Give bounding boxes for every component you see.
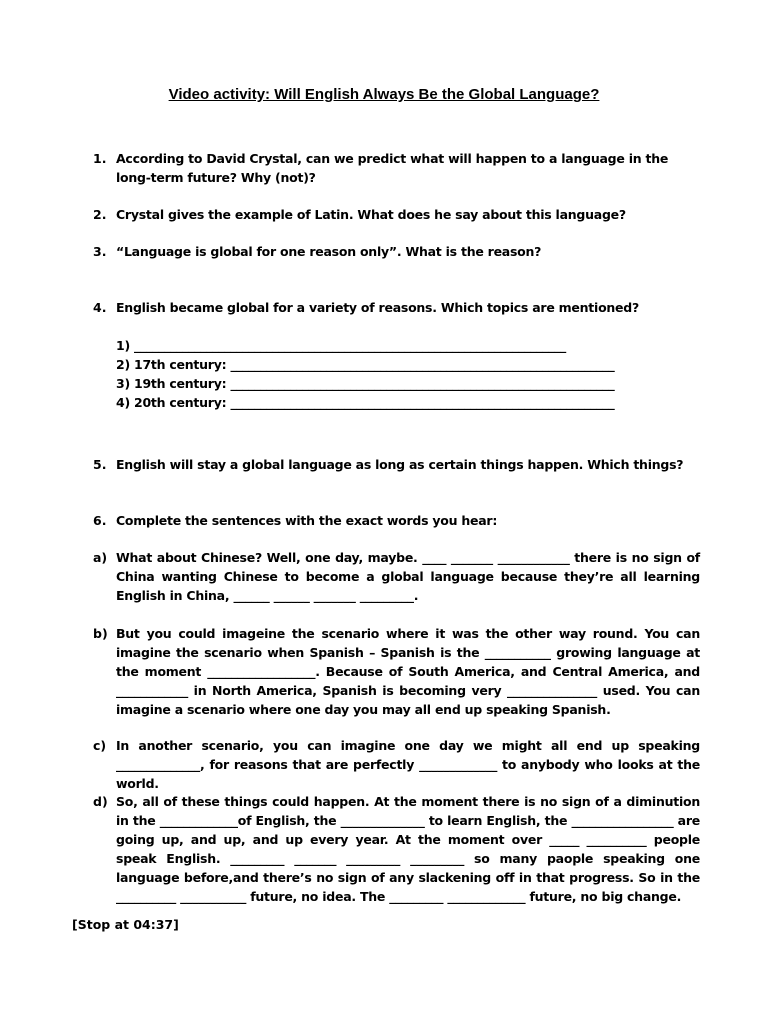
gapfill-letter: c): [93, 738, 107, 753]
stop-timestamp-note: [Stop at 04:37]: [72, 917, 179, 932]
gapfill-letter: b): [93, 626, 108, 641]
question-number: 3.: [93, 244, 107, 259]
question-number: 6.: [93, 513, 107, 528]
gapfill-d-text: So, all of these things could happen. At the moment there is no sign of a diminution in the _____________of English, the ______________ to learn English, the _________________ are going up, and up, and up every year. At the moment over _____ __________ people speak English. _________ _______ _________ _________ so many paople speaking one language before,and there’s no sign of any slackening off in that progress. So in the __________ ___________ future, no idea. The _________ _____________ future, no big change.: [116, 794, 700, 904]
gapfill-b-text: But you could imageine the scenario where it was the other way round. You can imagine the scenario when Spanish – Spanish is the ___________ growing language at the moment __________________. Because of South America, and Central America, and ____________ in North America, Spanish is becoming very _______________ used. You can imagine a scenario where one day you may all end up speaking Spanish.: [116, 626, 700, 717]
question-number: 1.: [93, 151, 107, 166]
topic-blank-1: 1) ________________________________________________________________________: [116, 338, 567, 353]
topic-blank-2: 2) 17th century: ________________________________________________________________: [116, 357, 615, 372]
question-number: 5.: [93, 457, 107, 472]
question-4-text: English became global for a variety of reasons. Which topics are mentioned?: [116, 300, 639, 315]
topic-blank-3: 3) 19th century: ________________________________________________________________: [116, 376, 615, 391]
gapfill-letter: d): [93, 794, 108, 809]
question-6-text: Complete the sentences with the exact words you hear:: [116, 513, 498, 528]
question-3-text: “Language is global for one reason only”. What is the reason?: [116, 244, 542, 259]
gapfill-a-text: What about Chinese? Well, one day, maybe. ____ _______ ____________ there is no sign of China wanting Chinese to become a global language because they’re all learning English in China, ______ ______ _______ _________.: [116, 550, 700, 603]
gapfill-letter: a): [93, 550, 108, 565]
question-number: 4.: [93, 300, 107, 315]
gapfill-c-text: In another scenario, you can imagine one day we might all end up speaking ______________, for reasons that are perfectly _____________ to anybody who looks at the world.: [116, 738, 700, 791]
question-5-text: English will stay a global language as long as certain things happen. Which things?: [116, 457, 684, 472]
topic-blank-4: 4) 20th century: ________________________________________________________________: [116, 395, 615, 410]
worksheet-title: Video activity: Will English Always Be the Global Language?: [168, 86, 600, 103]
question-1-text: According to David Crystal, can we predict what will happen to a language in the long-term future? Why (not)?: [116, 151, 669, 185]
question-2-text: Crystal gives the example of Latin. What does he say about this language?: [116, 207, 626, 222]
question-number: 2.: [93, 207, 107, 222]
